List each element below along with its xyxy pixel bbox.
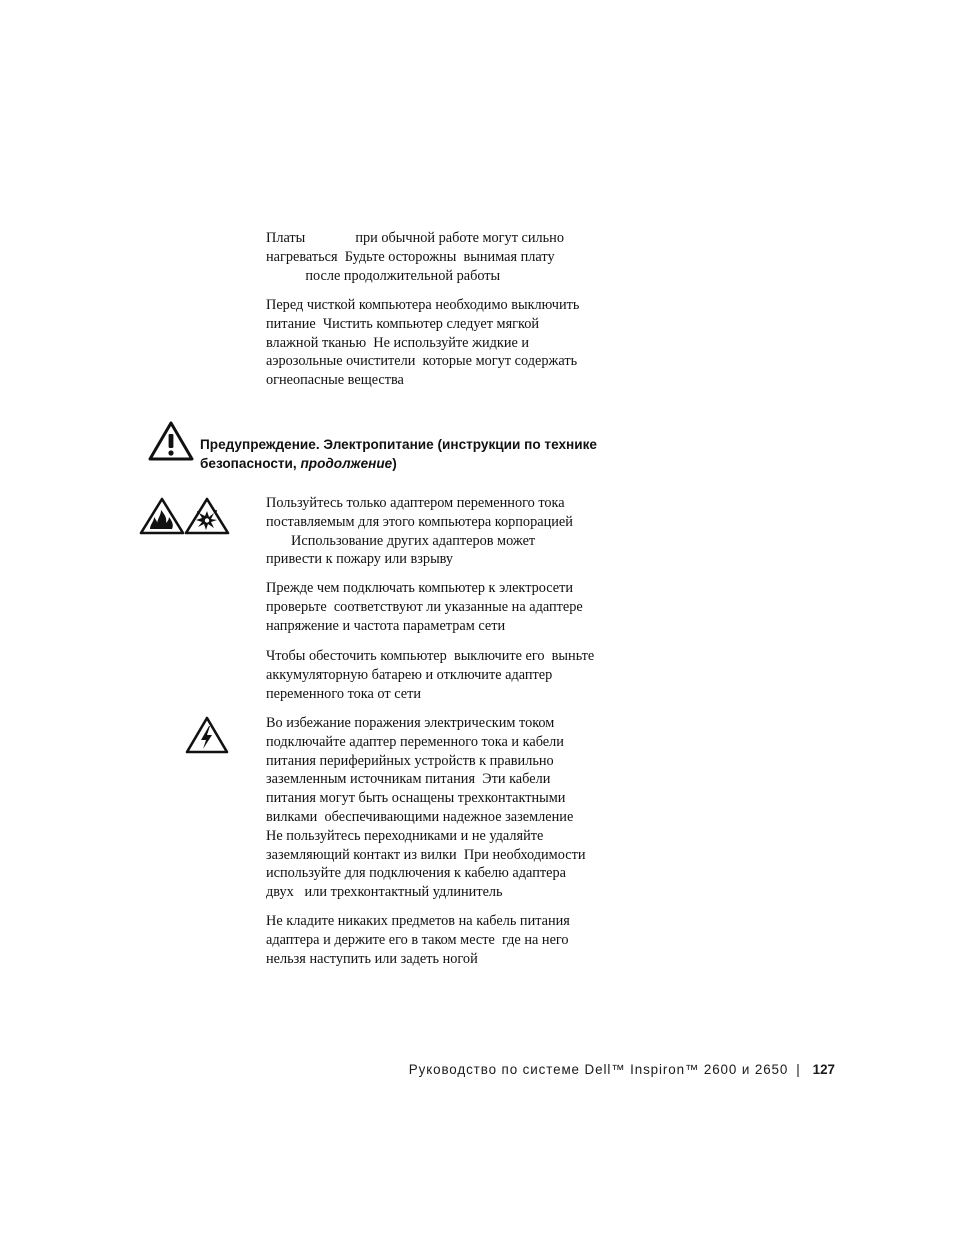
text-line: питания периферийных устройств к правильно xyxy=(266,752,554,769)
paragraph-adapter-use xyxy=(266,494,638,569)
text-line: заземленным источникам питания Эти кабели xyxy=(266,771,551,788)
text-line: переменного тока от сети xyxy=(266,685,421,702)
paragraph-board-heat xyxy=(266,229,638,285)
text-line: заземляющий контакт из вилки При необходимости xyxy=(266,846,586,863)
text-line: Платы при обычной работе могут сильно xyxy=(266,230,564,246)
heading-line-2 xyxy=(200,455,660,474)
page-number: 127 xyxy=(812,1062,835,1077)
heading-line-1: Предупреждение. Электропитание (инструкции по технике xyxy=(200,437,597,452)
fire-hazard-icon xyxy=(139,497,185,535)
text-line: нагреваться Будьте осторожны вынимая плату xyxy=(266,248,555,265)
text-line: напряжение и частота параметрам сети xyxy=(266,617,506,634)
heading-prefix: безопасности, xyxy=(200,455,301,471)
warning-exclamation-icon xyxy=(148,421,194,461)
text-line: Не пользуйтесь переходниками и не удаляйте xyxy=(266,827,544,844)
text-line: проверьте соответствуют ли указанные на адаптере xyxy=(266,598,583,615)
paragraph-power-off xyxy=(266,647,638,703)
text-line: огнеопасные вещества xyxy=(266,372,404,389)
section-heading-power-warning xyxy=(200,436,660,473)
text-line: поставляемым для этого компьютера корпорацией xyxy=(266,513,573,530)
text-line: после продолжительной работы xyxy=(266,267,501,284)
text-line: аэрозольные очистители которые могут содержать xyxy=(266,353,578,370)
text-line: влажной тканью Не используйте жидкие и xyxy=(266,334,530,351)
paragraph-cleaning xyxy=(266,296,638,390)
paragraph-cable-placement xyxy=(266,912,638,968)
text-line: вилками обеспечивающими надежное заземление xyxy=(266,808,574,825)
text-line: Чтобы обесточить компьютер выключите его выньте xyxy=(266,648,595,664)
page-footer xyxy=(409,1062,835,1077)
text-line: питание Чистить компьютер следует мягкой xyxy=(266,315,540,332)
text-line: аккумуляторную батарею и отключите адаптер xyxy=(266,666,553,683)
text-line: Во избежание поражения электрическим током xyxy=(266,715,555,731)
heading-suffix: ) xyxy=(392,455,397,471)
text-line: Пользуйтесь только адаптером переменного тока xyxy=(266,495,565,511)
text-line: Прежде чем подключать компьютер к электросети xyxy=(266,580,574,596)
explosion-hazard-icon xyxy=(184,497,230,535)
text-line: адаптера и держите его в таком месте где на него xyxy=(266,931,569,948)
text-line: Не кладите никаких предметов на кабель питания xyxy=(266,913,570,929)
heading-italic: продолжение xyxy=(300,455,393,471)
text-line: подключайте адаптер переменного тока и кабели xyxy=(266,733,564,750)
text-line: используйте для подключения к кабелю адаптера xyxy=(266,865,566,882)
text-line: Использование других адаптеров может xyxy=(266,532,536,549)
text-line: нельзя наступить или задеть ногой xyxy=(266,950,478,967)
footer-title: Руководство по системе Dell™ Inspiron™ 2600 и 2650 xyxy=(408,1062,789,1077)
text-line: питания могут быть оснащены трехконтактными xyxy=(266,790,566,807)
footer-separator: | xyxy=(796,1062,801,1077)
text-line: двух или трехконтактный удлинитель xyxy=(266,884,503,901)
text-line: Перед чисткой компьютера необходимо выключить xyxy=(266,297,580,313)
paragraph-grounding xyxy=(266,714,638,902)
text-line: привести к пожару или взрыву xyxy=(266,551,454,568)
paragraph-voltage-check xyxy=(266,579,638,635)
electric-shock-icon xyxy=(185,716,229,754)
